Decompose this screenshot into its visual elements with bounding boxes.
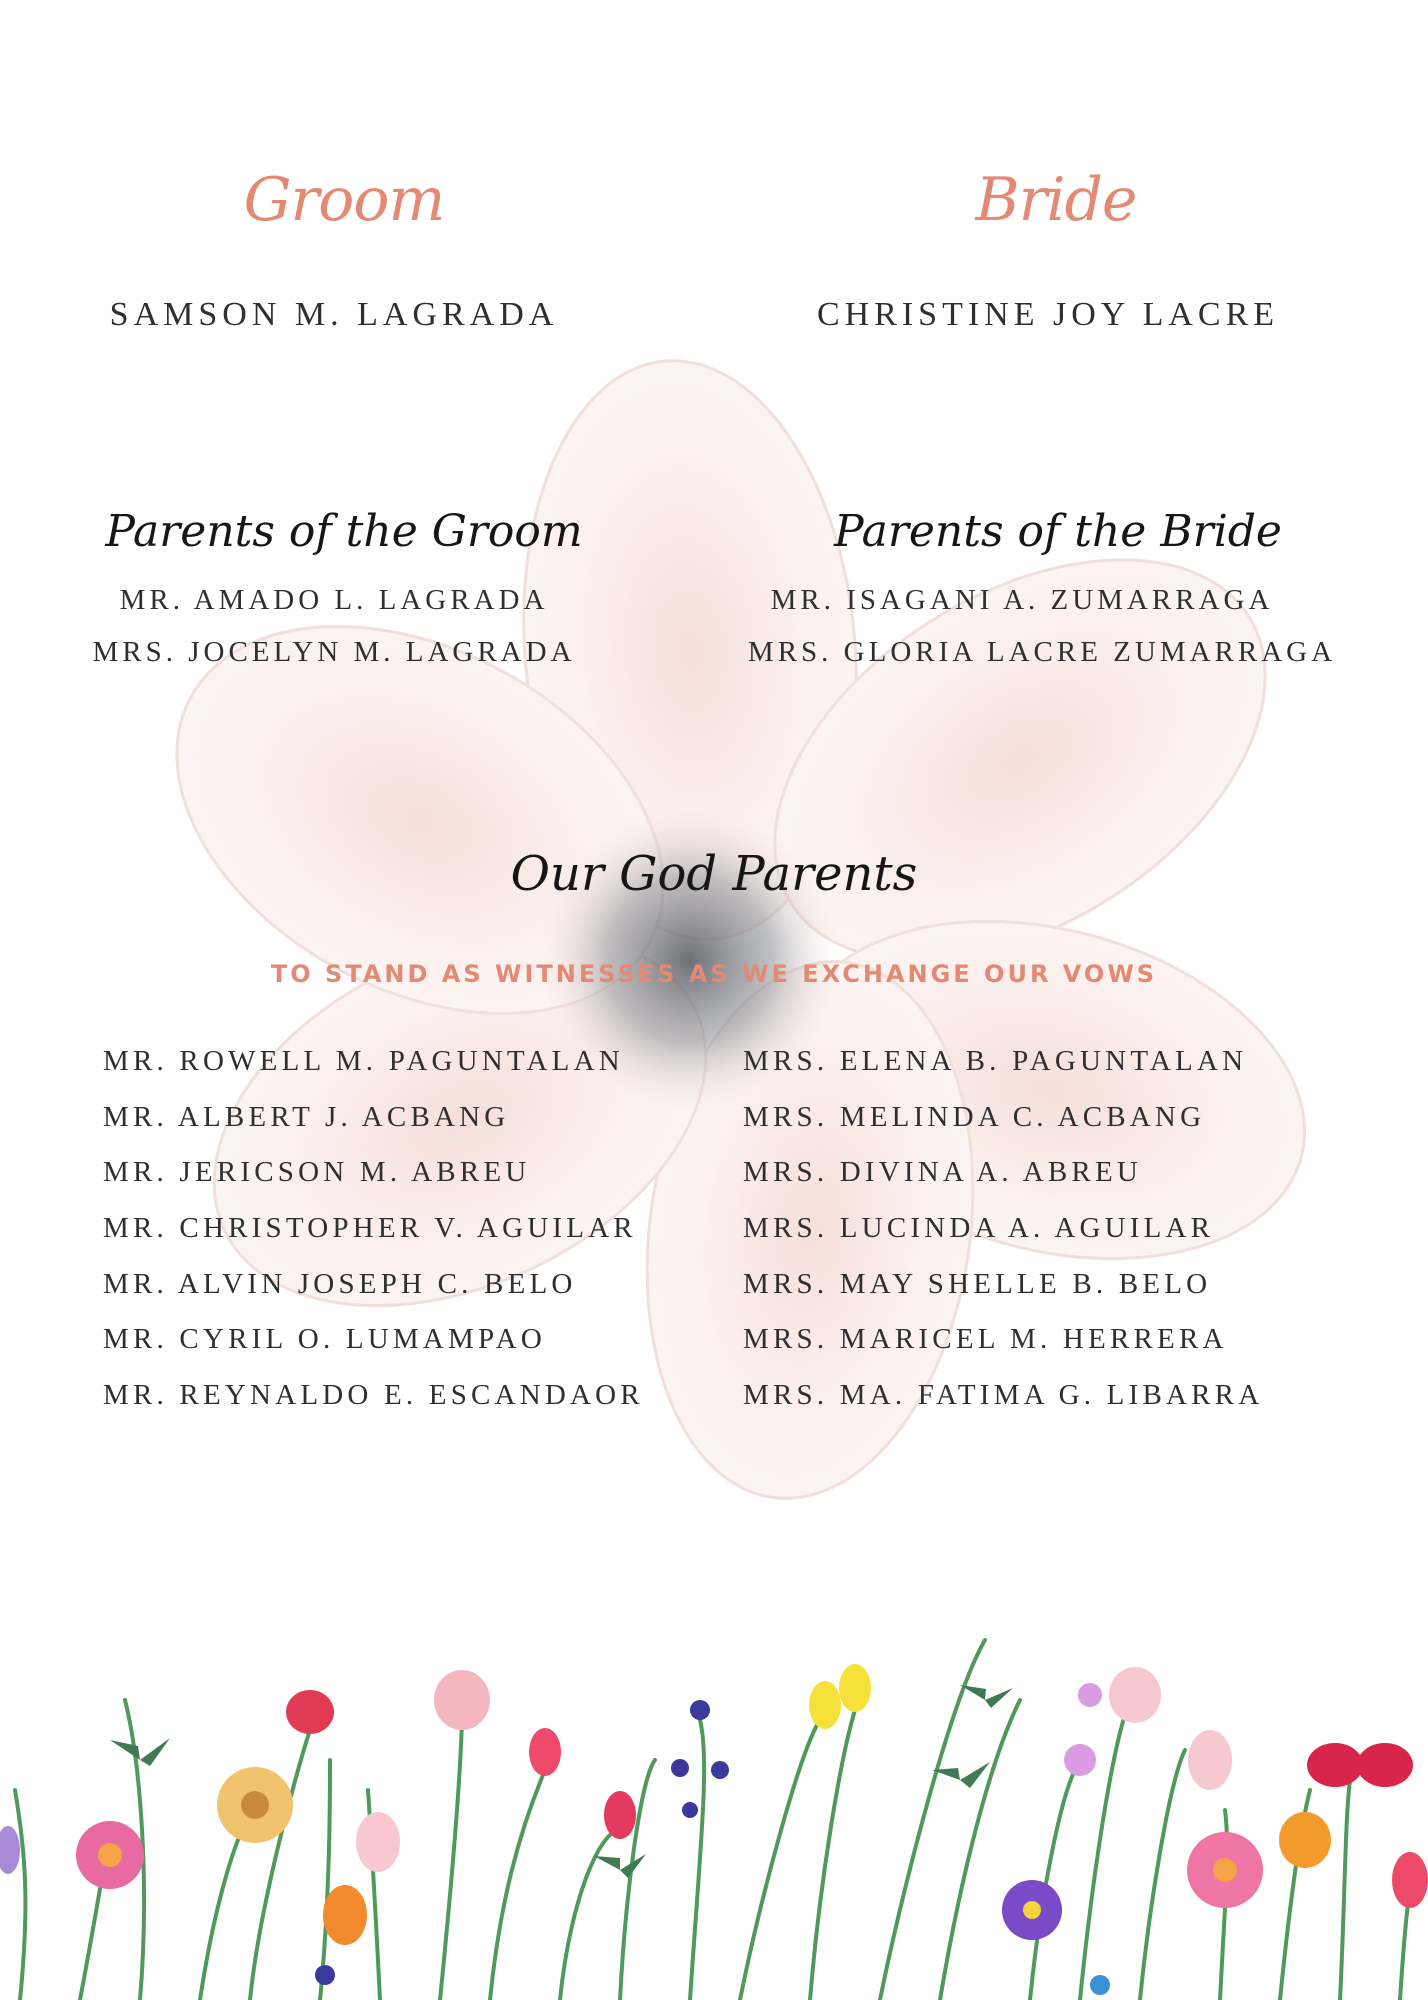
sponsor-man-2: MR. ALBERT J. ACBANG <box>103 1101 510 1133</box>
sponsor-man-7: MR. REYNALDO E. ESCANDAOR <box>103 1379 644 1411</box>
bride-heading: Bride <box>975 165 1137 235</box>
groom-parents-heading: Parents of the Groom <box>105 506 583 557</box>
groom-name: SAMSON M. LAGRADA <box>109 296 559 333</box>
sponsor-woman-2: MRS. MELINDA C. ACBANG <box>743 1101 1206 1133</box>
sponsor-woman-5: MRS. MAY SHELLE B. BELO <box>743 1268 1212 1300</box>
sponsor-man-6: MR. CYRIL O. LUMAMPAO <box>103 1323 546 1355</box>
groom-heading: Groom <box>243 165 445 235</box>
sponsor-man-3: MR. JERICSON M. ABREU <box>103 1156 531 1188</box>
bride-mother-name: MRS. GLORIA LACRE ZUMARRAGA <box>747 636 1337 668</box>
bride-father-name: MR. ISAGANI A. ZUMARRAGA <box>770 584 1274 616</box>
wildflower-meadow-illustration <box>0 1600 1428 2000</box>
sponsor-woman-6: MRS. MARICEL M. HERRERA <box>743 1323 1228 1355</box>
sponsor-woman-7: MRS. MA. FATIMA G. LIBARRA <box>743 1379 1264 1411</box>
godparents-tagline: TO STAND AS WITNESSES AS WE EXCHANGE OUR VOWS <box>270 960 1158 988</box>
sponsor-man-1: MR. ROWELL M. PAGUNTALAN <box>103 1045 624 1077</box>
groom-mother-name: MRS. JOCELYN M. LAGRADA <box>92 636 576 668</box>
groom-father-name: MR. AMADO L. LAGRADA <box>119 584 549 616</box>
godparents-heading: Our God Parents <box>510 846 918 902</box>
bride-parents-heading: Parents of the Bride <box>834 506 1282 557</box>
sponsor-woman-1: MRS. ELENA B. PAGUNTALAN <box>743 1045 1248 1077</box>
sponsor-woman-3: MRS. DIVINA A. ABREU <box>743 1156 1143 1188</box>
bride-name: CHRISTINE JOY LACRE <box>816 296 1280 333</box>
sponsor-woman-4: MRS. LUCINDA A. AGUILAR <box>743 1212 1215 1244</box>
sponsor-man-4: MR. CHRISTOPHER V. AGUILAR <box>103 1212 637 1244</box>
sponsor-man-5: MR. ALVIN JOSEPH C. BELO <box>103 1268 577 1300</box>
